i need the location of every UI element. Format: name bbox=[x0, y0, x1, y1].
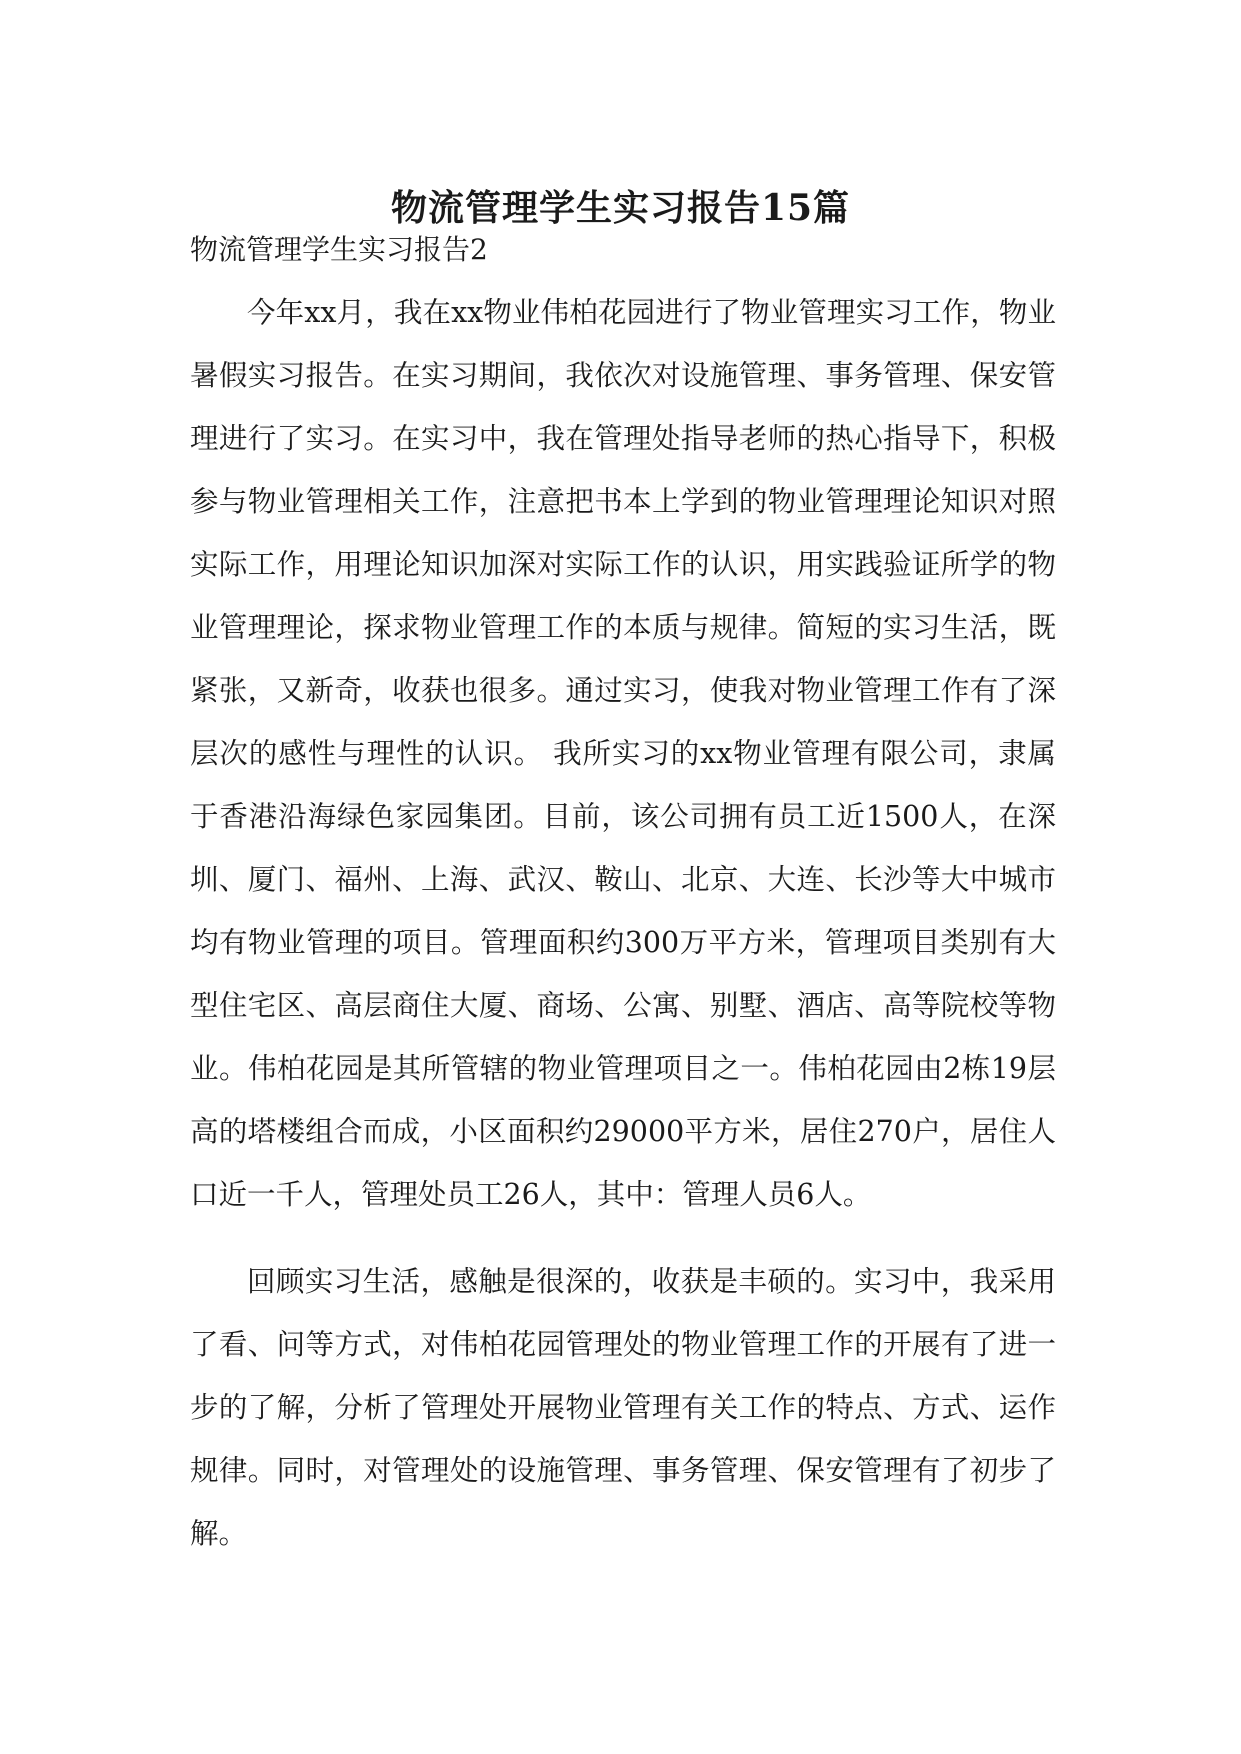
body-paragraph-2: 回顾实习生活，感触是很深的，收获是丰硕的。实习中，我采用了看、问等方式，对伟柏花园管理处的物业管理工作的开展有了进一步的了解，分析了管理处开展物业管理有关工作的特点、方式、运作规律。同时，对管理处的设施管理、事务管理、保安管理有了初步了解。 bbox=[190, 1265, 1056, 1550]
document-subtitle: 物流管理学生实习报告2 bbox=[190, 233, 488, 266]
document-title: 物流管理学生实习报告15篇 bbox=[390, 187, 851, 230]
body-paragraph-1: 今年xx月，我在xx物业伟柏花园进行了物业管理实习工作，物业暑假实习报告。在实习期间，我依次对设施管理、事务管理、保安管理进行了实习。在实习中，我在管理处指导老师的热心指导下，积极参与物业管理相关工作，注意把书本上学到的物业管理理论知识对照实际工作，用理论知识加深对实际工作的认识，用实践验证所学的物业管理理论，探求物业管理工作的本质与规律。简短的实习生活，既紧张，又新奇，收获也很多。通过实习，使我对物业管理工作有了深层次的感性与理性的认识。 我所实习的xx物业管理有限公司，隶属于香港沿海绿色家园集团。目前，该公司拥有员工近1500人，在深圳、厦门、福州、上海、武汉、鞍山、北京、大连、长沙等大中城市均有物业管理的项目。管理面积约300万平方米，管理项目类别有大型住宅区、高层商住大厦、商场、公寓、别墅、酒店、高等院校等物业。伟柏花园是其所管辖的物业管理项目之一。伟柏花园由2栋19层高的塔楼组合而成，小区面积约29000平方米，居住270户，居住人口近一千人，管理处员工26人，其中：管理人员6人。 bbox=[190, 296, 1056, 1211]
